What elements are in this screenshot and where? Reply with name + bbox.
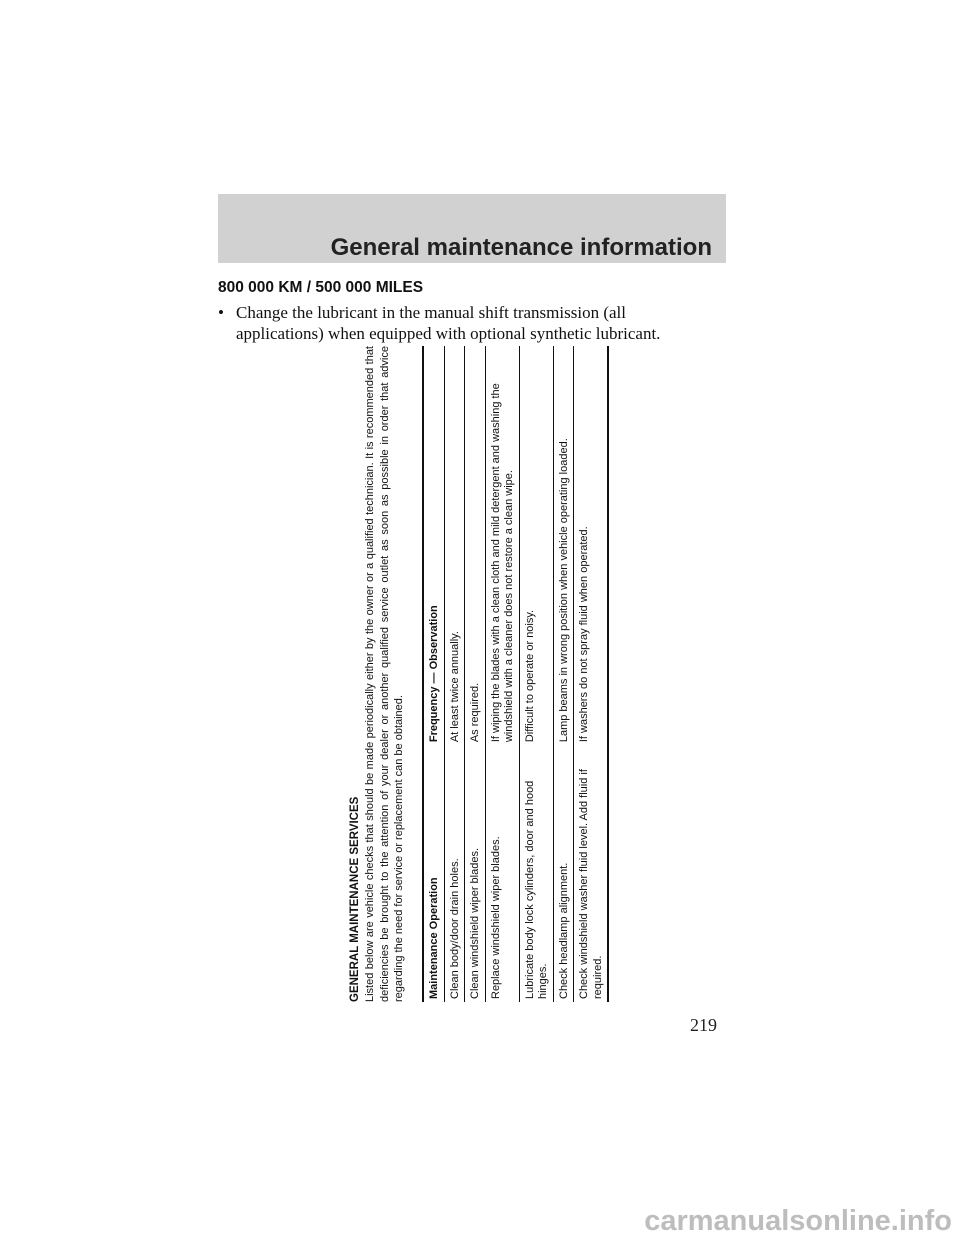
maintenance-table (422, 346, 609, 1002)
table-row (574, 346, 609, 1002)
table-cell: Lamp beams in wrong position when vehicle operating loaded. (553, 346, 574, 745)
column-header: Frequency — Observation (423, 346, 444, 745)
table-cell: If wiping the blades with a clean cloth and mild detergent and washing the windshield with a cleaner does not restore a clean wipe. (485, 346, 519, 745)
table-row (553, 346, 574, 1002)
services-title: GENERAL MAINTENANCE SERVICES (349, 796, 361, 1002)
table-header-row (423, 346, 444, 1002)
table-cell: Difficult to operate or noisy. (519, 346, 553, 745)
bullet-item (218, 302, 688, 344)
table-row (465, 346, 486, 1002)
table-row (519, 346, 553, 1002)
rotated-services-block (348, 346, 604, 1002)
table-cell: Clean body/door drain holes. (444, 745, 465, 1002)
section-heading: 800 000 KM / 500 000 MILES (218, 279, 424, 296)
rotated-content (348, 346, 604, 1002)
page-header-title: General maintenance information (330, 234, 712, 261)
table-row (444, 346, 465, 1002)
bullet-dot-icon: • (218, 303, 224, 322)
bullet-text: Change the lubricant in the manual shift transmission (all applications) when equipped with optional synthetic lubricant. (236, 303, 661, 343)
table-cell: Clean windshield wiper blades. (465, 745, 486, 1002)
column-header: Maintenance Operation (423, 745, 444, 1002)
table-cell: Check headlamp alignment. (553, 745, 574, 1002)
table-cell: As required. (465, 346, 486, 745)
table-cell: Lubricate body lock cylinders, door and hood hinges. (519, 745, 553, 1002)
table-cell: If washers do not spray fluid when operated. (574, 346, 609, 745)
table-row (485, 346, 519, 1002)
table-cell: Check windshield washer fluid level. Add fluid if required. (574, 745, 609, 1002)
table-cell: At least twice annually. (444, 346, 465, 745)
table-cell: Replace windshield wiper blades. (485, 745, 519, 1002)
watermark: carmanualsonline.info (644, 1205, 952, 1237)
header-band (218, 194, 726, 263)
services-intro: Listed below are vehicle checks that should be made periodically either by the owner or a qualified technician. It is recommended that deficiencies be brought to the attention of your dealer or another qualified service outlet as soon as possible in order that advice regarding the need for service or replacement can be obtained. (364, 346, 405, 1002)
page-number: 219 (690, 1015, 717, 1035)
